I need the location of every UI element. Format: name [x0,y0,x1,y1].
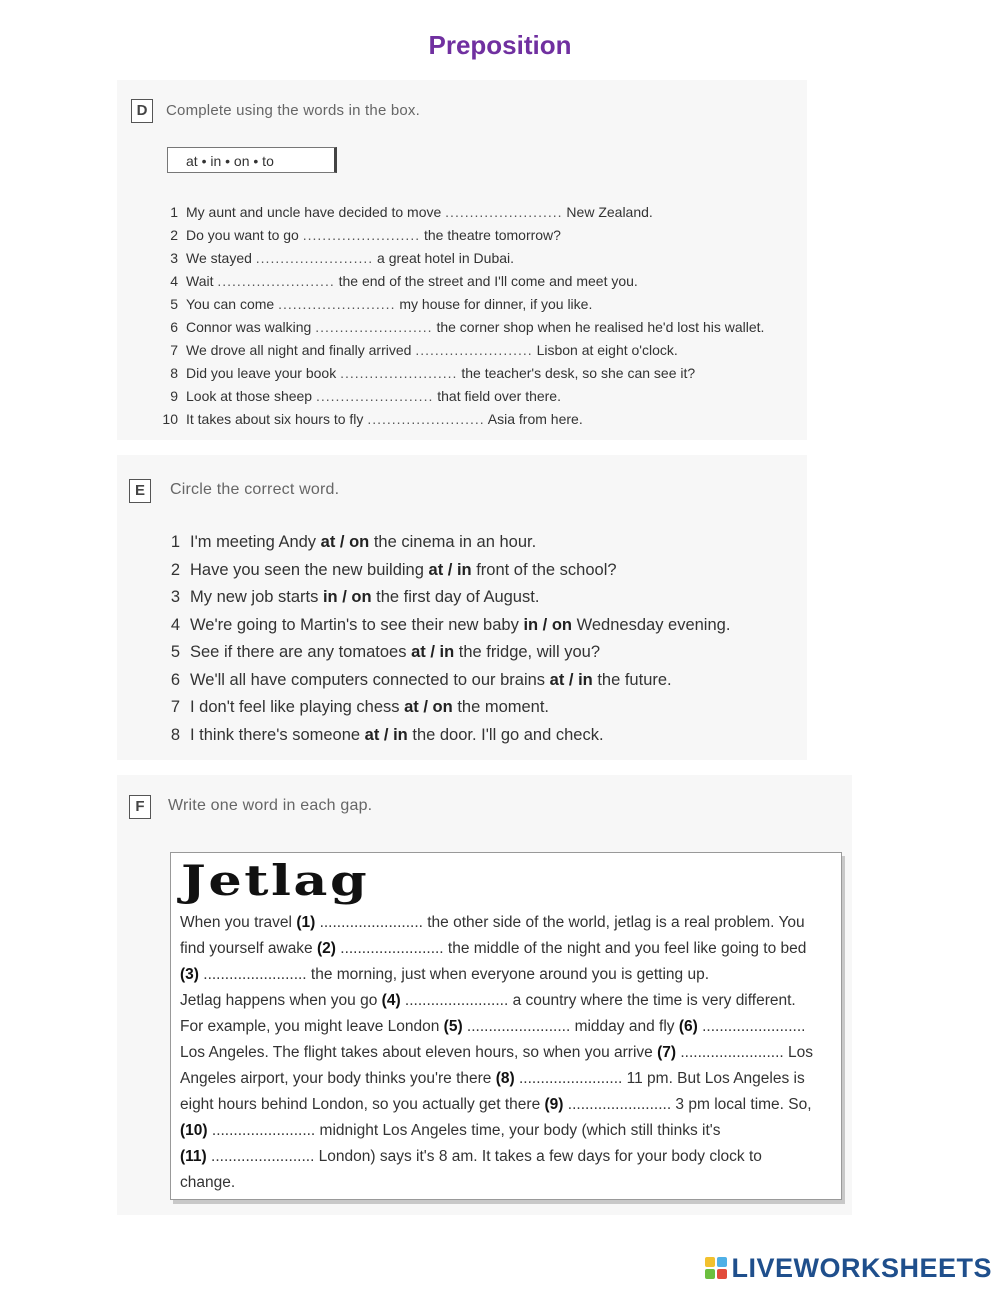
answer-gap[interactable]: ........................ [316,388,434,404]
story-line [180,990,840,1016]
item-number: 10 [162,411,178,427]
story-text-segment: ........................ midday and fly [462,1018,679,1035]
gap-number: (4) [381,992,401,1009]
story-text-segment: ........................ London) says it's 8 am. It takes a few days for your body clock to [206,1148,762,1165]
item-number: 5 [170,643,180,661]
exercise-e-item [160,696,800,724]
item-text-after: the moment. [457,698,550,716]
item-text-after: the first day of August. [376,588,540,606]
item-text-after: the end of the street and I'll come and meet you. [338,273,638,289]
exercise-d-item [150,364,790,387]
gap-number: (8) [495,1070,515,1087]
item-number: 1 [170,533,180,551]
word-choice[interactable]: at / on [404,698,453,716]
story-line [180,938,840,964]
item-text-before: We'll all have computers connected to our brains [190,670,546,689]
story-line [180,1094,840,1120]
item-text-before: I don't feel like playing chess [190,698,400,716]
item-text-before: You can come [186,296,275,312]
story-text-segment: Los Angeles. The flight takes about eleven hours, so when you arrive [180,1044,658,1061]
item-text-before: It takes about six hours to fly [186,411,364,427]
exercise-e-item [160,586,800,614]
story-text [180,912,840,1198]
story-text-segment: eight hours behind London, so you actually get there [180,1096,545,1113]
story-line [180,1068,840,1094]
item-text-after: Wednesday evening. [576,615,731,634]
word-choice[interactable]: at / in [411,643,455,661]
section-d-letter: D [131,99,153,123]
item-text-after: Lisbon at eight o'clock. [536,342,678,358]
story-line [180,1042,840,1068]
exercise-d-item [150,318,790,341]
story-text-segment: ........................ the morning, just when everyone around you is getting up. [198,966,709,983]
item-text-before: We're going to Martin's to see their new baby [190,615,519,634]
word-choice[interactable]: at / in [428,560,472,579]
exercise-e-item [160,724,800,752]
story-text-segment: ........................ the other side of the world, jetlag is a real problem. You [315,914,805,931]
story-text-segment: ........................ [697,1018,806,1035]
story-text-segment: ........................ the middle of the night and you feel like going to bed [335,940,807,957]
answer-gap[interactable]: ........................ [445,204,563,220]
item-number: 6 [170,670,180,689]
word-choice[interactable]: in / on [322,588,372,606]
answer-gap[interactable]: ........................ [278,296,396,312]
item-text-after: front of the school? [476,560,617,579]
item-text-after: the theatre tomorrow? [424,227,561,243]
word-box: at • in • on • to [167,147,337,173]
word-choice[interactable]: at / on [320,533,370,551]
item-number: 8 [170,725,180,744]
gap-number: (9) [544,1096,564,1113]
item-text-after: the future. [597,670,672,689]
exercise-d-item [150,226,790,249]
word-choice[interactable]: at / in [364,725,408,744]
section-d-instruction: Complete using the words in the box. [166,102,421,119]
item-text-after: the cinema in an hour. [373,533,537,551]
exercise-d-item [150,249,790,272]
item-number: 7 [170,698,180,716]
item-text-after: New Zealand. [566,204,653,220]
story-text-segment: ........................ 3 pm local time. So, [563,1096,812,1113]
item-number: 5 [170,296,178,312]
story-line [180,964,840,990]
exercise-d-item [150,387,790,410]
item-text-before: We drove all night and finally arrived [186,342,412,358]
exercise-d-item [150,295,790,318]
story-text-segment: For example, you might leave London [180,1018,444,1035]
story-line [180,1016,840,1042]
logo-text: LIVEWORKSHEETS [731,1252,992,1283]
item-text-after: that field over there. [437,388,561,404]
exercise-e-item [160,641,800,669]
item-number: 4 [170,273,178,289]
item-text-before: My new job starts [190,588,319,606]
item-text-after: Asia from here. [487,411,583,427]
jetlag-text-box [170,852,842,1200]
story-line [180,1146,840,1172]
item-text-after: the fridge, will you? [458,643,600,661]
item-text-before: Look at those sheep [186,388,313,404]
item-number: 7 [170,342,178,358]
gap-number: (6) [678,1018,698,1035]
story-text-segment: When you travel [180,914,297,931]
liveworksheets-logo [705,1251,992,1285]
gap-number: (10) [180,1122,208,1139]
exercise-d-item [150,203,790,226]
item-text-before: See if there are any tomatoes [190,643,407,661]
item-text-before: Connor was walking [186,319,312,335]
answer-gap[interactable]: ........................ [315,319,433,335]
gap-number: (7) [657,1044,677,1061]
item-text-after: the door. I'll go and check. [412,725,604,744]
section-e-letter: E [129,479,151,503]
gap-number: (11) [180,1148,207,1165]
answer-gap[interactable]: ........................ [255,250,374,266]
item-text-after: the corner shop when he realised he'd lost his wallet. [436,319,765,335]
item-number: 8 [170,365,178,381]
exercise-e-item [160,614,800,642]
exercise-d-item [150,410,790,433]
section-d-list [150,203,790,433]
section-e-instruction: Circle the correct word. [170,481,340,498]
word-choice[interactable]: in / on [523,615,573,634]
story-title: Jetlag [181,856,370,905]
item-text-before: Did you leave your book [186,365,337,381]
item-number: 6 [170,319,178,335]
item-text-after: the teacher's desk, so she can see it? [461,365,696,381]
item-text-before: We stayed [186,250,252,266]
answer-gap[interactable]: ........................ [302,227,421,243]
exercise-d-item [150,341,790,364]
logo-squares-icon [705,1257,727,1279]
item-text-before: I'm meeting Andy [190,533,317,551]
item-number: 3 [170,588,180,606]
story-text-segment: ........................ a country where the time is very different. [400,992,796,1009]
story-text-segment: find yourself awake [180,940,317,957]
exercise-e-item [160,531,800,559]
story-text-segment: change. [180,1174,236,1191]
item-number: 4 [170,615,180,634]
item-number: 2 [170,560,180,579]
item-number: 2 [170,227,178,243]
gap-number: (1) [296,914,316,931]
item-text-before: My aunt and uncle have decided to move [186,204,442,220]
item-text-before: Wait [186,273,214,289]
item-text-before: I think there's someone [190,725,361,744]
word-choice[interactable]: at / in [549,670,593,689]
item-number: 9 [170,388,178,404]
section-f-letter: F [129,795,151,819]
page-title: Preposition [428,30,572,60]
item-text-before: Have you seen the new building [190,560,424,579]
exercise-d-item [150,272,790,295]
exercise-e-item [160,559,800,587]
story-line [180,912,840,938]
story-text-segment: ........................ 11 pm. But Los Angeles is [514,1070,805,1087]
gap-number: (3) [180,966,199,983]
answer-gap[interactable]: ........................ [340,365,458,381]
item-text-before: Do you want to go [186,227,299,243]
answer-gap[interactable]: ........................ [217,273,335,289]
story-line [180,1120,840,1146]
section-f-instruction: Write one word in each gap. [168,797,373,814]
section-e-list [160,531,800,751]
answer-gap[interactable]: ........................ [367,411,485,427]
story-line [180,1172,840,1198]
gap-number: (2) [317,940,336,957]
item-number: 3 [170,250,178,266]
story-text-segment: Angeles airport, your body thinks you're there [180,1070,496,1087]
exercise-e-item [160,669,800,697]
story-text-segment: Jetlag happens when you go [180,992,382,1009]
answer-gap[interactable]: ........................ [415,342,533,358]
item-number: 1 [170,204,178,220]
story-text-segment: ........................ midnight Los Angeles time, your body (which still thinks it's [207,1122,721,1139]
item-text-after: a great hotel in Dubai. [377,250,515,266]
item-text-after: my house for dinner, if you like. [399,296,593,312]
gap-number: (5) [443,1018,463,1035]
story-text-segment: ........................ Los [676,1044,813,1061]
